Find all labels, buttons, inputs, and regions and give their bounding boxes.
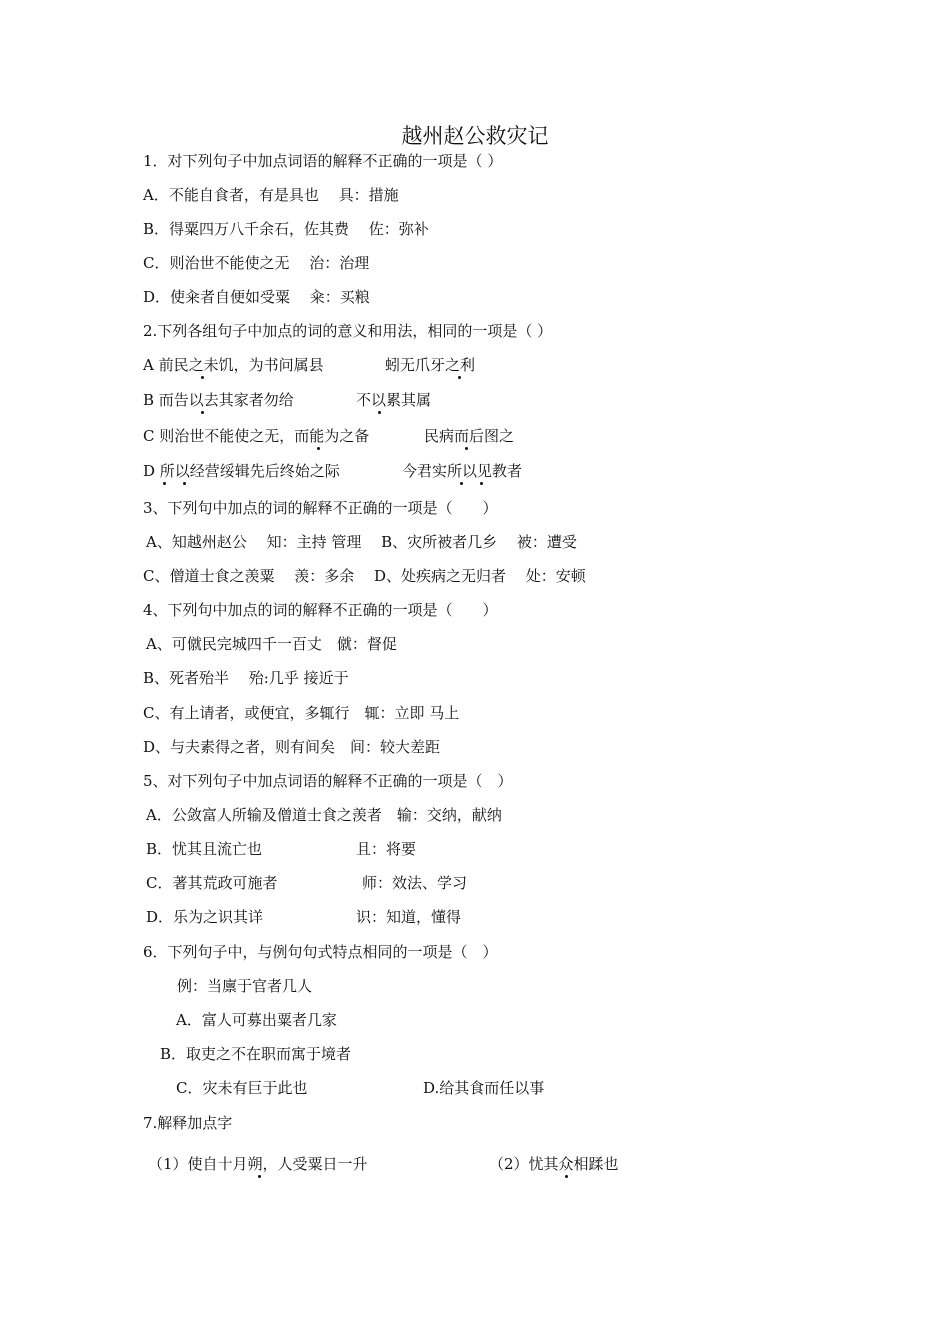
q6-example: 例：当廪于官者几人 — [177, 977, 313, 995]
q5-option-b-sentence: B．忧其且流亡也 — [146, 840, 263, 858]
q3-stem: 3、下列句中加点的词的解释不正确的一项是（ ） — [143, 499, 498, 517]
emphasis-dot — [458, 376, 461, 379]
q6-option-d: D.给其食而任以事 — [423, 1079, 545, 1097]
document-title: 越州赵公救灾记 — [401, 124, 549, 148]
q1-option-a: A．不能自食者，有是具也 具：措施 — [143, 186, 399, 204]
q6-option-a: A．富人可募出粟者几家 — [176, 1011, 337, 1029]
emphasis-dot — [201, 411, 204, 414]
q1-option-d: D．使籴者自便如受粟 籴：买粮 — [143, 288, 370, 306]
q6-stem: 6．下列句子中，与例句句式特点相同的一项是（ ） — [143, 943, 498, 961]
q5-stem: 5、对下列句子中加点词语的解释不正确的一项是（ ） — [143, 772, 513, 790]
q3-options-cd: C、僧道士食之羡粟 羡：多余 D、处疾病之无归者 处：安顿 — [143, 567, 586, 585]
q3-options-ab: A、知越州赵公 知：主持 管理 B、灾所被者几乡 被：遭受 — [146, 533, 577, 551]
q5-option-b-gloss: 且：将要 — [356, 840, 417, 858]
q2-option-a-left: A 前民之未饥，为书问属县 — [143, 356, 324, 374]
emphasis-dot — [317, 447, 320, 450]
q1-option-b: B．得粟四万八千余石，佐其费 佐：弥补 — [143, 220, 429, 238]
emphasis-dot — [183, 482, 186, 485]
emphasis-dot — [565, 1175, 568, 1178]
emphasis-dot — [201, 376, 204, 379]
q4-option-a: A、可僦民完城四千一百丈 僦：督促 — [146, 635, 397, 653]
q4-option-b: B、死者殆半 殆:几乎 接近于 — [143, 669, 349, 687]
q7-stem: 7.解释加点字 — [143, 1114, 233, 1132]
q2-option-c-right: 民病而后图之 — [424, 427, 515, 445]
q4-option-c: C、有上请者，或便宜，多辄行 辄：立即 马上 — [143, 704, 460, 722]
q1-option-c: C．则治世不能使之无 治：治理 — [143, 254, 370, 272]
q6-option-b: B．取吏之不在职而寓于境者 — [160, 1045, 352, 1063]
q5-option-c-sentence: C．著其荒政可施者 — [146, 874, 278, 892]
q2-stem: 2.下列各组句子中加点的词的意义和用法，相同的一项是（ ） — [143, 322, 553, 340]
q2-option-b-right: 不以累其属 — [356, 391, 432, 409]
emphasis-dot — [258, 1175, 261, 1178]
q5-option-c-gloss: 师：效法、学习 — [362, 874, 468, 892]
q7-part-2: （2）忧其众相蹂也 — [489, 1155, 619, 1173]
emphasis-dot — [480, 482, 483, 485]
q2-option-d-left: D 所以经营绥辑先后终始之际 — [143, 462, 340, 480]
q2-option-c-left: C 则治世不能使之无，而能为之备 — [143, 427, 370, 445]
emphasis-dot — [163, 482, 166, 485]
emphasis-dot — [460, 482, 463, 485]
q5-option-d-sentence: D．乐为之识其详 — [146, 908, 264, 926]
q2-option-b-left: B 而告以去其家者勿给 — [143, 391, 294, 409]
q1-stem: 1．对下列句子中加点词语的解释不正确的一项是（ ） — [143, 152, 503, 170]
q6-option-c: C．灾未有巨于此也 — [176, 1079, 308, 1097]
emphasis-dot — [378, 411, 381, 414]
q2-option-a-right: 蚓无爪牙之利 — [385, 356, 476, 374]
emphasis-dot — [465, 447, 468, 450]
q4-option-d: D、与夫素得之者，则有间矣 间：较大差距 — [143, 738, 441, 756]
q7-part-1: （1）使自十月朔，人受粟日一升 — [148, 1155, 368, 1173]
q5-option-a: A．公敛富人所输及僧道士食之羡者 输：交纳，献纳 — [146, 806, 502, 824]
q5-option-d-gloss: 识：知道，懂得 — [356, 908, 462, 926]
q4-stem: 4、下列句中加点的词的解释不正确的一项是（ ） — [143, 601, 498, 619]
q2-option-d-right: 今君实所以见教者 — [402, 462, 523, 480]
